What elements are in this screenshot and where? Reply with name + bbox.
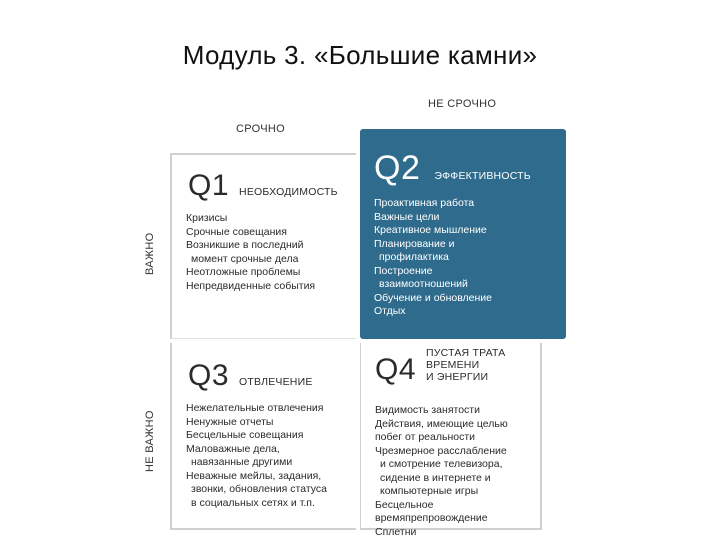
list-item: и смотрение телевизора, [380,458,503,470]
quadrant-code: Q2 [374,149,421,187]
list-item: компьютерные игры [380,485,479,497]
list-item: навязанные другими [191,456,293,468]
quadrant-name-line: ПУСТАЯ ТРАТА [426,347,506,359]
list-item: Возникшие в последний [186,239,304,251]
quadrant-name: ОТВЛЕЧЕНИЕ [239,376,313,388]
quadrant-q3 [170,343,356,530]
list-item: Неотложные проблемы [186,266,301,278]
list-item: звонки, обновления статуса [191,483,327,495]
quadrant-code: Q3 [188,359,230,392]
list-item: Важные цели [374,210,440,223]
list-item: Бесцельные совещания [186,429,304,441]
list-item: профилактика [379,251,449,263]
quadrant-code: Q1 [188,169,230,202]
column-label-urgent: СРОЧНО [236,123,285,135]
list-item: Непредвиденные события [186,279,316,292]
list-item: Проактивная работа [374,197,475,209]
list-item: Планирование и [374,237,455,250]
list-item: в социальных сетях и т.п. [191,496,315,509]
list-item: Кризисы [186,212,228,224]
list-item: Отдых [374,305,406,317]
list-item: Бесцельное [375,498,434,511]
list-item: Неважные мейлы, задания, [186,469,322,482]
quadrant-items [186,212,315,293]
quadrant-name: ЭФФЕКТИВНОСТЬ [434,170,531,182]
slide-title: Модуль 3. «Большие камни» [182,40,538,70]
list-item: Обучение и обновление [374,291,493,304]
row-label-not-important: НЕ ВАЖНО [144,410,156,472]
quadrant-code: Q4 [375,353,417,386]
list-item: времяпрепровождение [375,512,488,524]
quadrant-name-line: И ЭНЕРГИИ [426,371,489,383]
list-item: побег от реальности [375,431,476,443]
list-item: Действия, имеющие целью [375,417,508,430]
list-item: Нежелательные отвлечения [186,402,324,414]
list-item: взаимоотношений [379,278,468,290]
list-item: Ненужные отчеты [186,415,274,428]
quadrant-q4 [360,343,542,538]
quadrant-q1 [170,153,356,339]
list-item: Чрезмерное расслабление [375,444,507,457]
quadrant-items [186,402,327,510]
row-label-important: ВАЖНО [144,232,156,275]
quadrant-name [426,347,505,383]
column-label-not-urgent: НЕ СРОЧНО [428,98,497,110]
quadrant-name-line: ВРЕМЕНИ [426,359,480,371]
list-item: сидение в интернете и [380,471,491,484]
list-item: Креативное мышление [374,224,487,236]
quadrant-items [374,197,492,319]
quadrant-name: НЕОБХОДИМОСТЬ [239,186,338,198]
list-item: Маловажные дела, [186,442,280,455]
list-item: Сплетни [375,525,417,538]
list-item: Видимость занятости [375,404,480,416]
list-item: Срочные совещания [186,225,287,238]
list-item: Построение [374,264,433,277]
quadrant-q2 [360,129,566,339]
list-item: момент срочные дела [191,252,299,265]
quadrant-items [375,404,508,539]
